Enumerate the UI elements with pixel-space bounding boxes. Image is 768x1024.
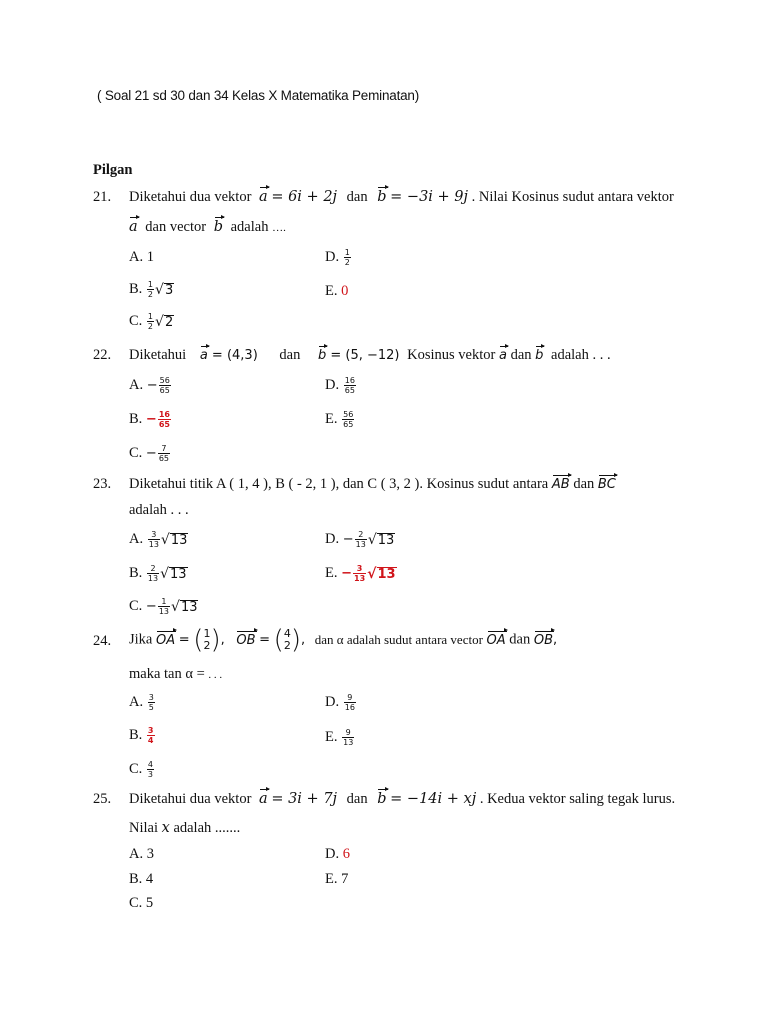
question-stem-line2: Nilai x adalah .......	[129, 820, 241, 836]
option-e[interactable]: E. $\frac{56}{65}$	[325, 410, 354, 429]
question-stem-line2: a dan vector b adalah ….	[129, 219, 286, 235]
section-title: Pilgan	[93, 162, 133, 178]
option-d[interactable]: D. 6	[325, 846, 350, 862]
question-number: 25.	[93, 791, 112, 807]
question-stem-line1: Diketahui dua vektor a = 6i + 2j dan b = −3i + 9j . Nilai Kosinus sudut antara vektor	[129, 189, 674, 205]
option-b[interactable]: B. 4	[129, 871, 154, 887]
option-d[interactable]: D. $\frac{16}{65}$	[325, 376, 355, 395]
document-header: ( Soal 21 sd 30 dan 34 Kelas X Matematika Peminatan)	[97, 88, 420, 103]
question-stem-line1: Diketahui titik A ( 1, 4 ), B ( - 2, 1 ), dan C ( 3, 2 ). Kosinus sudut antara AB dan BC	[129, 476, 616, 492]
question-number: 24.	[93, 633, 112, 649]
vector-a: a	[259, 189, 268, 205]
question-stem: Diketahui a = (4,3) dan b = (5, −12) Kosinus vektor a dan b adalah . . .	[129, 347, 611, 363]
option-e[interactable]: E. 7	[325, 871, 349, 887]
question-stem-line2: maka tan α = . . .	[129, 666, 223, 682]
option-c[interactable]: C. 5	[129, 895, 154, 911]
question-number: 22.	[93, 347, 112, 363]
option-c[interactable]: C. $\frac{4}{3}$	[129, 760, 154, 779]
question-stem-line1: Diketahui dua vektor a = 3i + 7j dan b = −14i + xj . Kedua vektor saling tegak lurus.	[129, 791, 676, 807]
vector-oa-column: ( 1 2 )	[193, 625, 221, 655]
option-d[interactable]: D. $\frac{1}{2}$	[325, 248, 350, 267]
question-number: 23.	[93, 476, 112, 492]
question-stem-line2: adalah . . .	[129, 502, 189, 518]
option-b-correct[interactable]: B. − $\frac{16}{65}$	[129, 410, 170, 429]
option-b-correct[interactable]: B. $\frac{3}{4}$	[129, 726, 154, 745]
vector-ob-column: ( 4 2 )	[273, 625, 301, 655]
question-number: 21.	[93, 189, 112, 205]
vector-b: b	[377, 189, 387, 205]
option-a[interactable]: A. − $\frac{56}{65}$	[129, 376, 170, 395]
correct-answer: 6	[342, 846, 350, 862]
option-a[interactable]: A. $\frac{3}{13}$ √ 13	[129, 530, 188, 549]
option-a[interactable]: A. 1	[129, 249, 154, 265]
option-e[interactable]: E. $\frac{9}{13}$	[325, 728, 354, 747]
option-c[interactable]: C. − $\frac{1}{13}$ √ 13	[129, 597, 198, 616]
option-a[interactable]: A. 3	[129, 846, 154, 862]
option-b[interactable]: B. $\frac{2}{13}$ √ 13	[129, 564, 187, 583]
vector-a-equation: = 6i + 2j	[271, 189, 338, 205]
option-d[interactable]: D. $\frac{9}{16}$	[325, 693, 355, 712]
option-c[interactable]: C. − $\frac{7}{65}$	[129, 444, 170, 463]
vector-b-equation: = −3i + 9j	[390, 189, 469, 205]
option-e[interactable]: E. 0	[325, 283, 349, 299]
option-c[interactable]: C. $\frac{1}{2}$ √ 2	[129, 312, 174, 331]
question-stem-line1: Jika OA = ( 1 2 ) , OB = ( 4 2 ) , dan α adalah sudut antara vector OA dan OB,	[129, 625, 558, 655]
correct-answer: 0	[341, 283, 349, 299]
option-d[interactable]: D. − $\frac{2}{13}$ √ 13	[325, 530, 395, 549]
option-a[interactable]: A. $\frac{3}{5}$	[129, 693, 154, 712]
option-b[interactable]: B. $\frac{1}{2}$ √ 3	[129, 280, 174, 299]
option-e-correct[interactable]: E. − $\frac{3}{13}$ √ 13	[325, 564, 396, 583]
